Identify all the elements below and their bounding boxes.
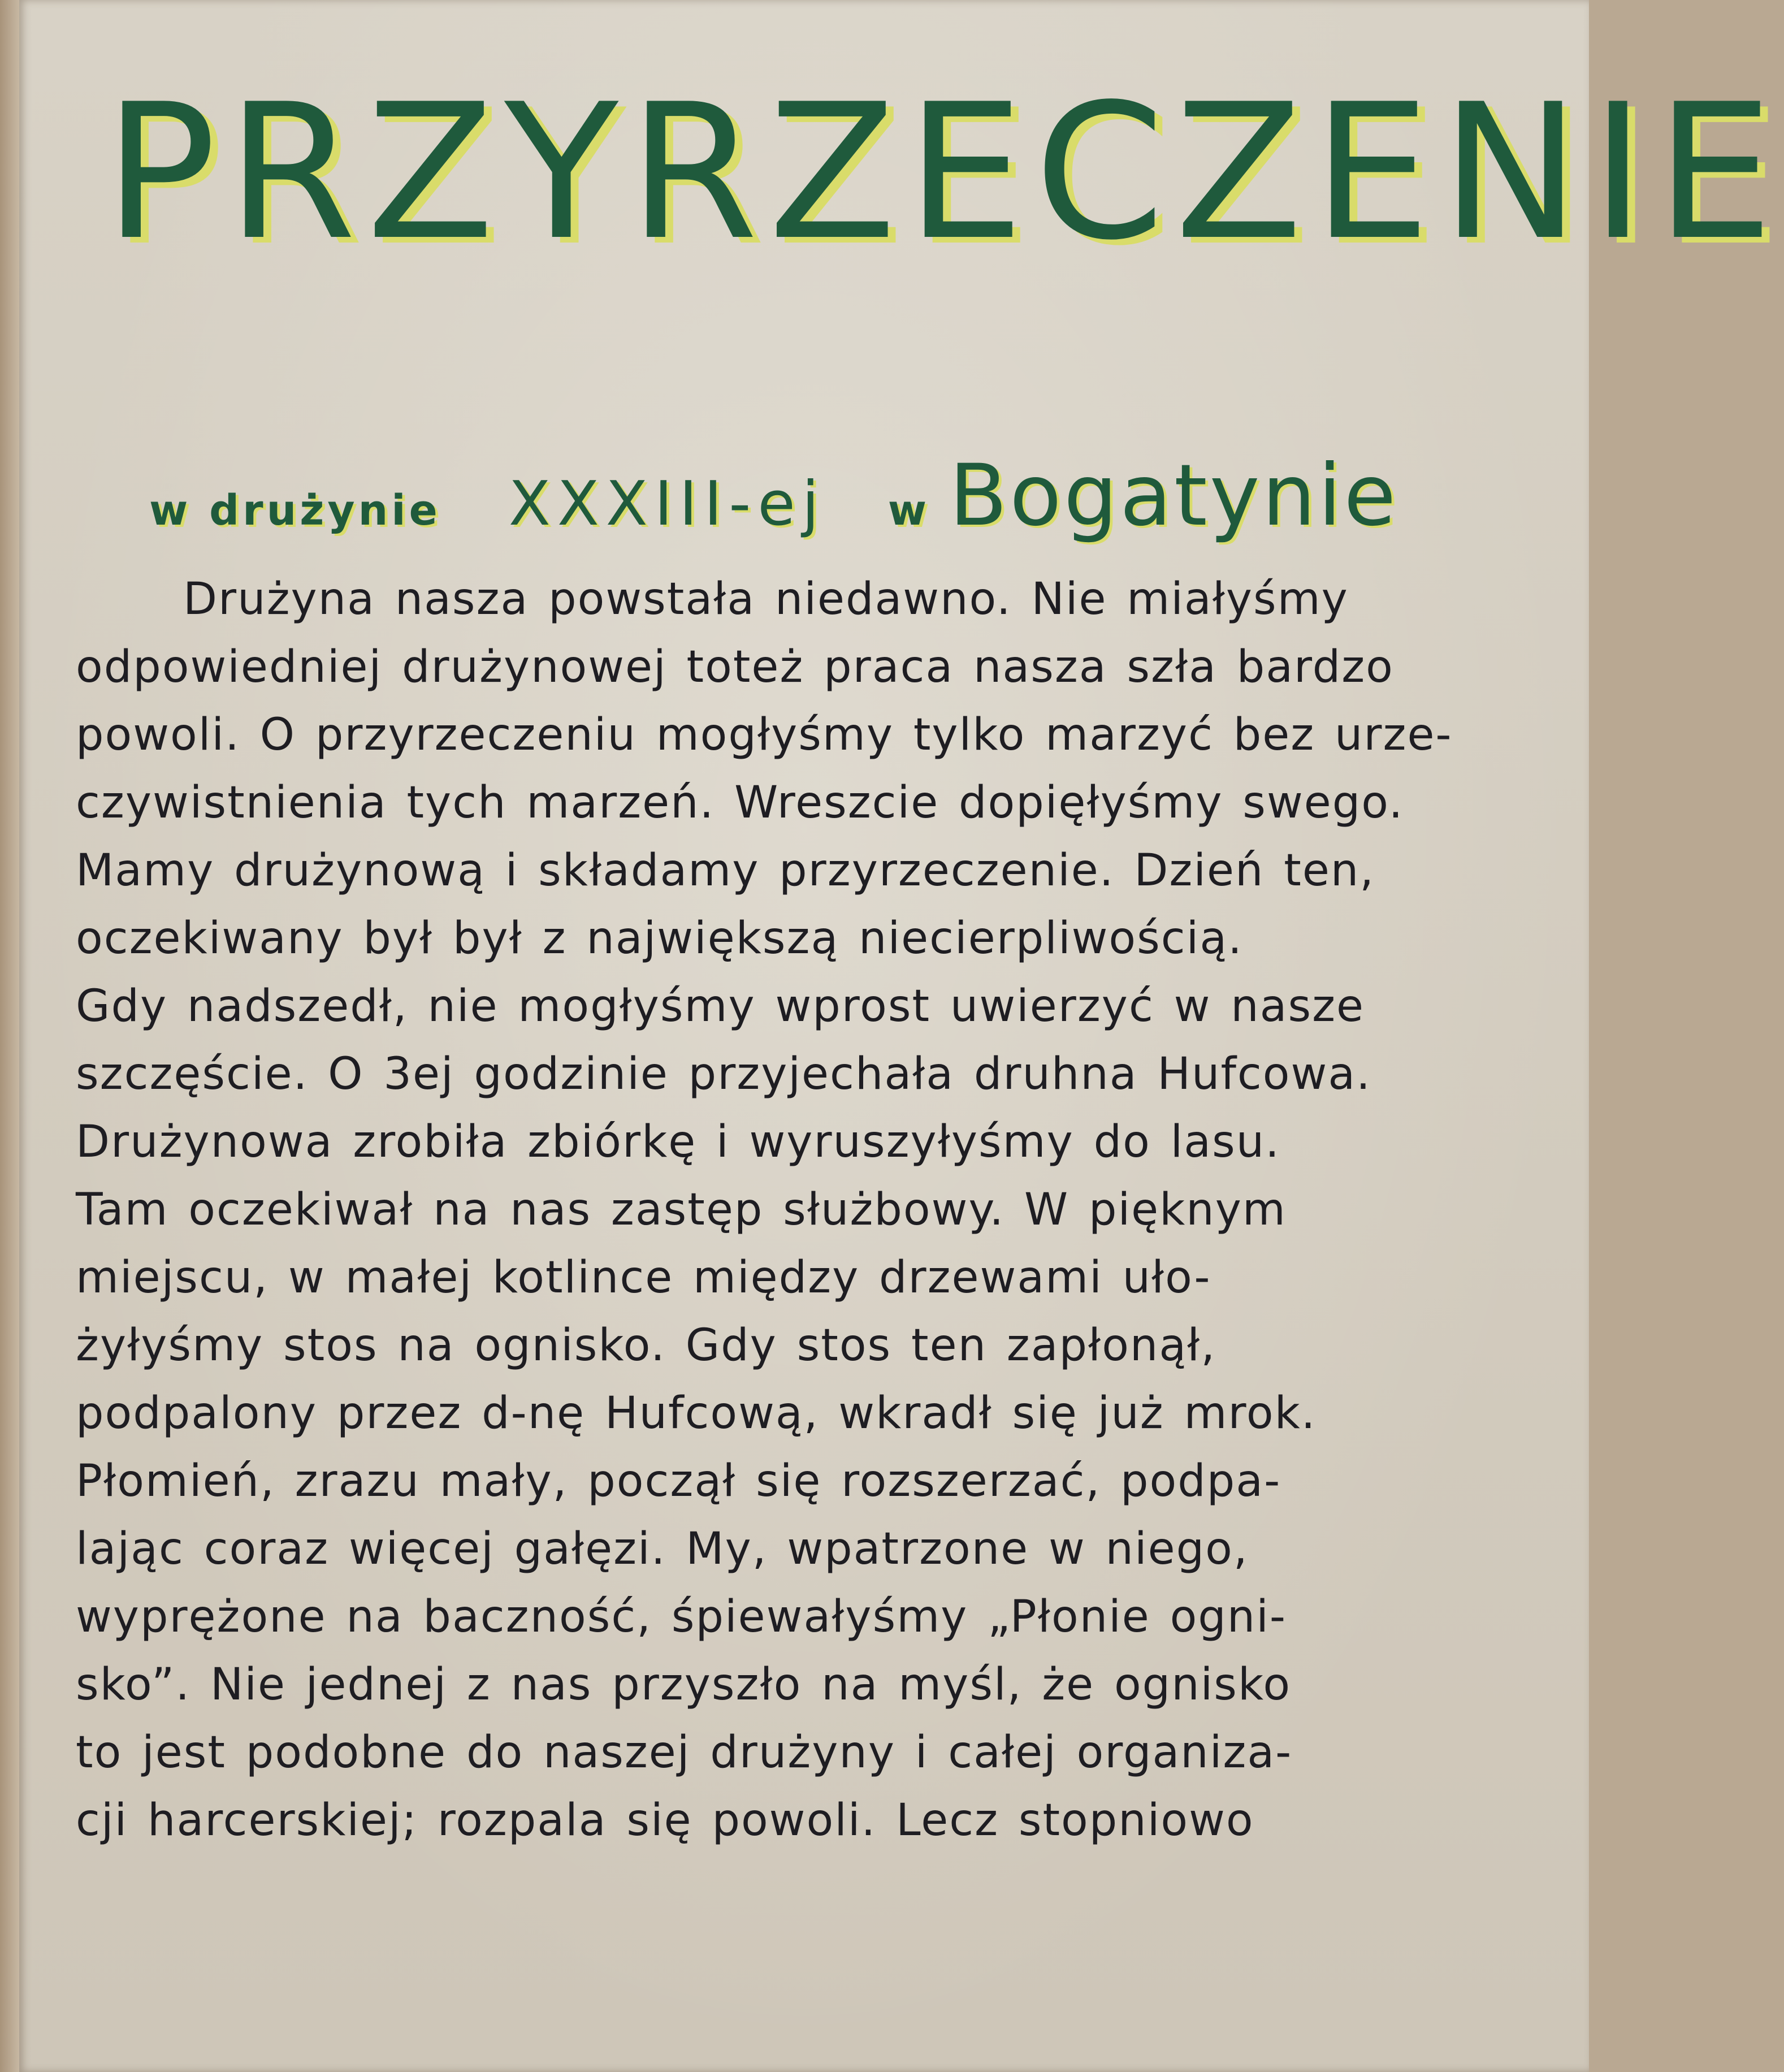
text-line: szczęście. O 3ej godzinie przyjechała druhna Hufcowa. xyxy=(76,1049,1371,1100)
text-line: cji harcerskiej; rozpala się powoli. Lecz stopniowo xyxy=(76,1795,1254,1846)
body-text xyxy=(76,565,1523,1854)
subtitle xyxy=(149,447,1449,560)
text-line: powoli. O przyrzeczeniu mogłyśmy tylko marzyć bez urze- xyxy=(76,710,1453,760)
text-line: żyłyśmy stos na ognisko. Gdy stos ten zapłonął, xyxy=(76,1320,1216,1371)
text-line: oczekiwany był był z największą niecierpliwością. xyxy=(76,913,1243,964)
text-line: miejscu, w małej kotlince między drzewami uło- xyxy=(76,1252,1211,1303)
subtitle-part-1: w drużynie xyxy=(149,486,441,535)
text-line: odpowiedniej drużynowej toteż praca nasza szła bardzo xyxy=(76,642,1394,693)
page-edge xyxy=(0,0,19,2072)
text-line: Płomień, zrazu mały, począł się rozszerzać, podpa- xyxy=(76,1456,1281,1507)
text-line: Drużyna nasza powstała niedawno. Nie miałyśmy xyxy=(183,574,1349,625)
text-line: podpalony przez d-nę Hufcową, wkradł się już mrok. xyxy=(76,1388,1317,1439)
page-title: PRZYRZECZENIE xyxy=(104,64,1784,281)
subtitle-part-2: XXXIII-ej xyxy=(508,469,826,539)
text-line: Gdy nadszedł, nie mogłyśmy wprost uwierzyć w nasze xyxy=(76,981,1365,1032)
document-page xyxy=(19,0,1784,2072)
text-line: lając coraz więcej gałęzi. My, wpatrzone w niego, xyxy=(76,1524,1249,1574)
text-line: sko”. Nie jednej z nas przyszło na myśl, że ognisko xyxy=(76,1659,1292,1710)
text-line: to jest podobne do naszej drużyny i całej organiza- xyxy=(76,1727,1293,1778)
text-line: Drużynowa zrobiła zbiórkę i wyruszyłyśmy do lasu. xyxy=(76,1117,1280,1167)
text-line: wyprężone na baczność, śpiewałyśmy „Płonie ogni- xyxy=(76,1591,1287,1642)
text-line: Mamy drużynową i składamy przyrzeczenie. Dzień ten, xyxy=(76,845,1375,896)
text-line: Tam oczekiwał na nas zastęp służbowy. W pięknym xyxy=(76,1184,1287,1235)
subtitle-part-3: w xyxy=(887,486,927,535)
subtitle-part-4: Bogatynie xyxy=(949,447,1398,545)
text-line: czywistnienia tych marzeń. Wreszcie dopięłyśmy swego. xyxy=(76,777,1404,828)
